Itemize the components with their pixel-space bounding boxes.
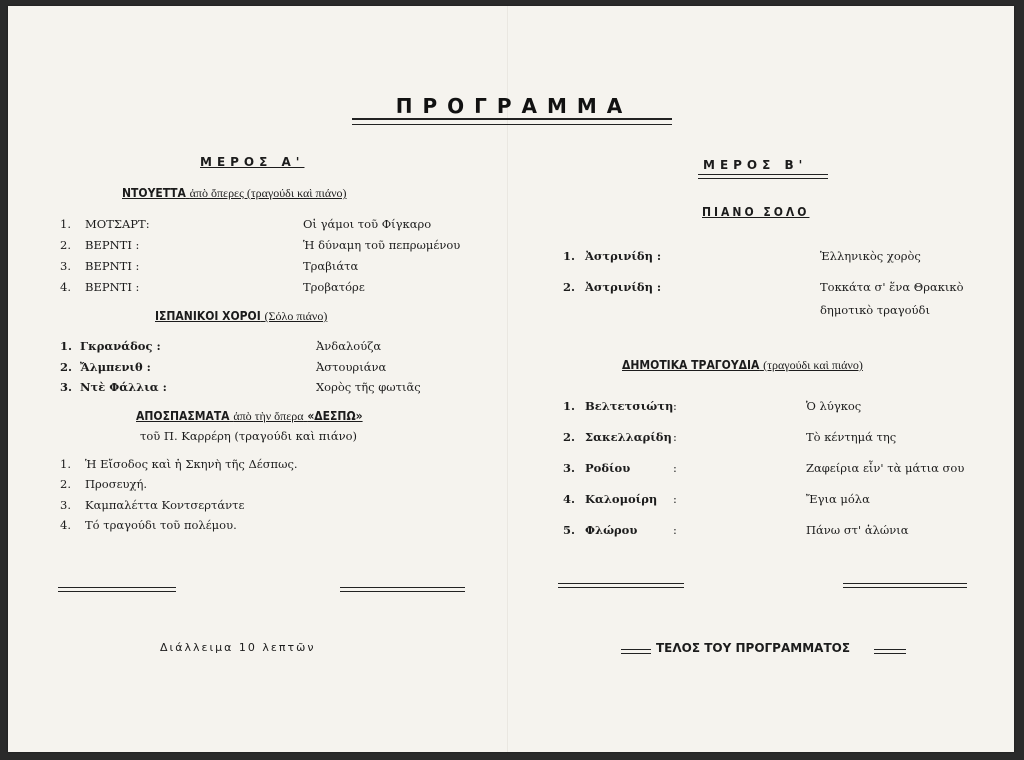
item-composer: Καλομοίρη	[585, 492, 658, 506]
section-title-rest: (Σόλο πιάνο)	[264, 309, 328, 323]
item-work: Χορὸς τῆς φωτιᾶς	[316, 380, 421, 394]
section-title-mid: ἀπὸ τὴν ὄπερα	[233, 409, 304, 423]
item-number: 5.	[563, 523, 576, 537]
item-composer: Σακελλαρίδη	[585, 430, 672, 444]
item-composer: Γκρανάδος :	[80, 339, 161, 353]
item-composer: Ἀστρινίδη :	[585, 280, 662, 294]
item-number: 2.	[60, 360, 73, 374]
title-underline	[352, 118, 672, 125]
item-work: Ἀνδαλούζα	[316, 339, 382, 353]
item-work: Ἡ δύναμη τοῦ πεπρωμένου	[303, 238, 461, 252]
part-a-heading: ΜΕΡΟΣ Α'	[200, 155, 305, 169]
end-ornament-left	[621, 649, 651, 654]
item-number: 1.	[60, 457, 71, 471]
item-colon: :	[673, 461, 677, 475]
section-title-main: ΝΤΟΥΕΤΤΑ	[122, 186, 186, 200]
item-work: Ἀστουριάνα	[316, 360, 387, 374]
part-b-section-folk-title	[622, 358, 863, 373]
part-a-section-despo-subtitle: τοῦ Π. Καρρέρη (τραγούδι καὶ πιάνο)	[140, 429, 358, 443]
item-composer: Ντὲ Φάλλια :	[80, 380, 167, 394]
part-b-section-piano-title: ΠΙΑΝΟ ΣΟΛΟ	[702, 205, 810, 219]
item-work: Οἱ γάμοι τοῦ Φίγκαρο	[303, 217, 432, 231]
section-title-rest: ἀπὸ ὄπερες (τραγούδι καὶ πιάνο)	[189, 186, 347, 200]
item-work: Ζαφείρια εἶν' τὰ μάτια σου	[806, 461, 965, 475]
section-title-main: ΔΗΜΟΤΙΚΑ ΤΡΑΓΟΥΔΙΑ	[622, 358, 760, 372]
item-composer: ΒΕΡΝΤΙ :	[85, 280, 140, 294]
item-work: Τραβιάτα	[303, 259, 359, 273]
item-number: 1.	[563, 249, 576, 263]
item-number: 4.	[60, 280, 71, 294]
item-colon: :	[673, 523, 677, 537]
section-title-main: ΙΣΠΑΝΙΚΟΙ ΧΟΡΟΙ	[155, 309, 261, 323]
item-text: Προσευχή.	[85, 477, 148, 491]
divider-line	[58, 587, 176, 592]
item-work: Ὁ λύγκος	[806, 399, 862, 413]
section-title-main: ΑΠΟΣΠΑΣΜΑΤΑ	[136, 409, 230, 423]
item-number: 2.	[60, 477, 71, 491]
item-composer: Ἀστρινίδη :	[585, 249, 662, 263]
item-work: Ἑλληνικὸς χορὸς	[820, 249, 921, 263]
item-number: 3.	[60, 380, 73, 394]
intermission-text: Διάλλειμα 10 λεπτῶν	[160, 641, 316, 654]
divider-line	[558, 583, 684, 588]
part-a-section-spanish-title	[155, 309, 327, 324]
item-number: 3.	[60, 259, 71, 273]
item-number: 1.	[563, 399, 576, 413]
item-number: 2.	[563, 280, 576, 294]
end-of-program-text: ΤΕΛΟΣ ΤΟΥ ΠΡΟΓΡΑΜΜΑΤΟΣ	[656, 641, 851, 655]
part-a-section-duets-title	[122, 186, 347, 201]
item-composer: Ἄλμπενιθ :	[80, 360, 151, 374]
section-title-rest: (τραγούδι καὶ πιάνο)	[763, 358, 863, 372]
item-composer: ΒΕΡΝΤΙ :	[85, 238, 140, 252]
item-work: Ἔγια μόλα	[806, 492, 870, 506]
part-b-heading: ΜΕΡΟΣ Β'	[703, 158, 808, 172]
item-work: Τὸ κέντημά της	[806, 430, 897, 444]
part-b-underline	[698, 174, 828, 179]
item-colon: :	[673, 492, 677, 506]
item-work: Τροβατόρε	[303, 280, 365, 294]
item-number: 3.	[60, 498, 71, 512]
item-number: 1.	[60, 339, 73, 353]
item-number: 3.	[563, 461, 576, 475]
section-title-opera: «ΔΕΣΠΩ»	[307, 409, 363, 423]
item-text: Ἡ Εἴσοδος καὶ ἡ Σκηνὴ τῆς Δέσπως.	[85, 457, 298, 471]
divider-line	[340, 587, 465, 592]
item-number: 4.	[60, 518, 71, 532]
item-composer: Βελτετσιώτη	[585, 399, 674, 413]
item-composer: ΒΕΡΝΤΙ :	[85, 259, 140, 273]
item-colon: :	[673, 430, 677, 444]
item-work: Τοκκάτα σ' ἕνα Θρακικὸ	[820, 280, 964, 294]
item-colon: :	[673, 399, 677, 413]
item-number: 2.	[60, 238, 71, 252]
item-composer: Ροδίου	[585, 461, 631, 475]
item-number: 2.	[563, 430, 576, 444]
item-work-continued: δημοτικὸ τραγούδι	[820, 303, 930, 317]
item-composer: Φλώρου	[585, 523, 638, 537]
end-ornament-right	[874, 649, 906, 654]
item-number: 4.	[563, 492, 576, 506]
item-number: 1.	[60, 217, 71, 231]
part-a-section-despo-title	[136, 409, 363, 424]
divider-line	[843, 583, 967, 588]
item-work: Πάνω στ' ἁλώνια	[806, 523, 909, 537]
page-title: ΠΡΟΓΡΑΜΜΑ	[395, 94, 633, 118]
item-text: Τό τραγούδι τοῦ πολέμου.	[85, 518, 237, 532]
item-composer: ΜΟΤΣΑΡΤ:	[85, 217, 150, 231]
item-text: Καμπαλέττα Κοντσερτάντε	[85, 498, 245, 512]
